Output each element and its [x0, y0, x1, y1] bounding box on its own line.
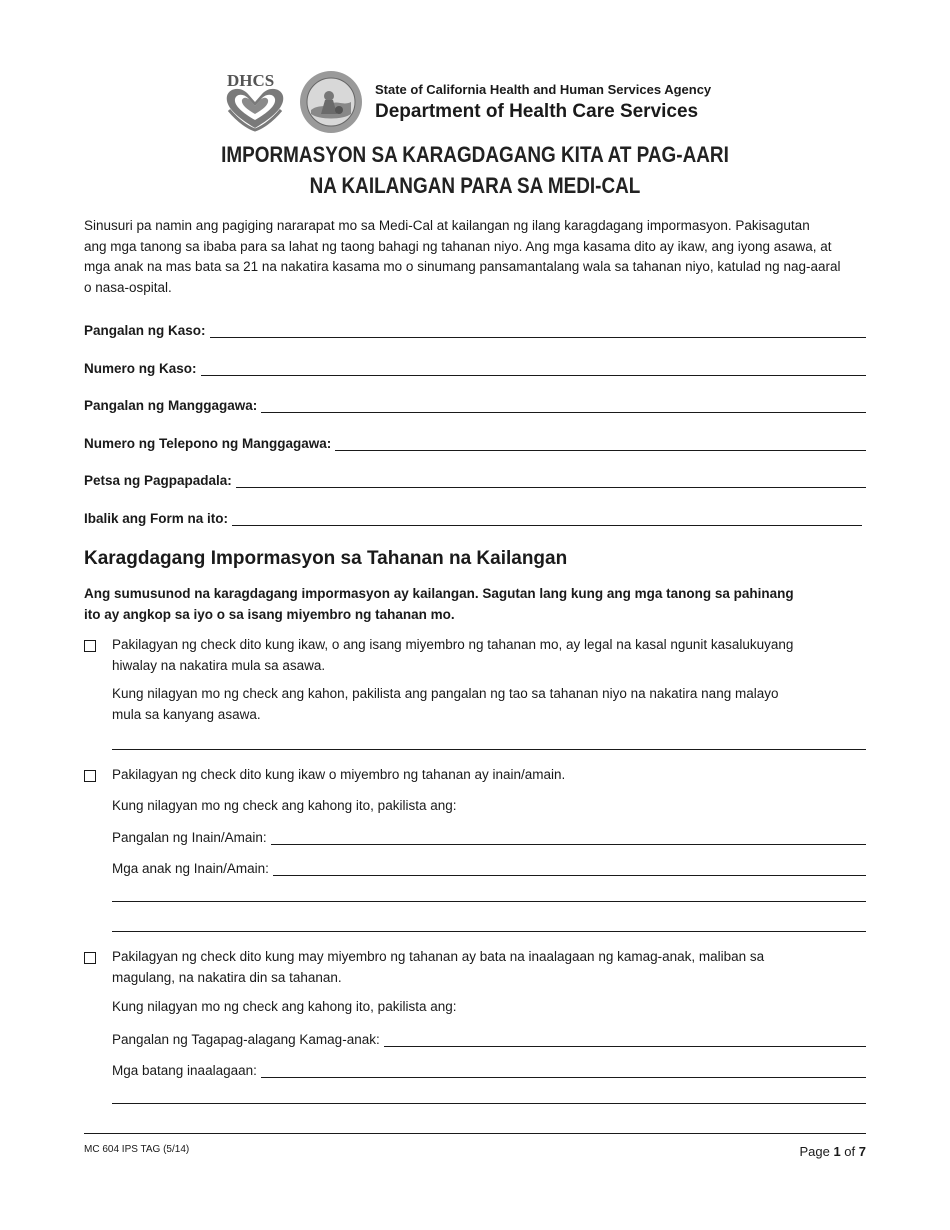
form-title-line-1: IMPORMASYON SA KARAGDAGANG KITA AT PAG-AARI: [221, 142, 729, 167]
intro-line: mga anak na mas bata sa 21 na nakatira kasama mo o sinumang pansamantalang wala sa tahanan niyo, katulad ng nag-aaral: [84, 259, 841, 274]
q2-text: Pakilagyan ng check dito kung ikaw o miyembro ng tahanan ay inain/amain.: [112, 767, 566, 782]
q3-followup: Kung nilagyan mo ng check ang kahong ito, pakilista ang:: [112, 999, 457, 1014]
caretaker-name-label: Pangalan ng Tagapag-alagang Kamag-anak:: [112, 1032, 380, 1047]
stepparent-children-field: [112, 856, 866, 876]
intro-paragraph: [84, 216, 874, 298]
worker-name-field: [84, 393, 866, 413]
worker-phone-field: [84, 431, 866, 451]
q1-answer-line[interactable]: [112, 749, 866, 750]
mailing-date-label: Petsa ng Pagpapadala:: [84, 473, 232, 488]
state-seal-icon: [299, 70, 363, 134]
form-number: MC 604 IPS TAG (5/14): [84, 1144, 190, 1155]
section-instructions: [84, 584, 874, 625]
q3-text-line: magulang, na nakatira din sa tahanan.: [112, 969, 342, 985]
children-cared-for-input[interactable]: [261, 1062, 866, 1078]
case-name-label: Pangalan ng Kaso:: [84, 323, 206, 338]
separated-spouse-checkbox[interactable]: [84, 640, 96, 652]
stepparent-name-input[interactable]: [271, 829, 866, 845]
stepparent-checkbox[interactable]: [84, 770, 96, 782]
section-heading: Karagdagang Impormasyon sa Tahanan na Kailangan: [84, 548, 568, 569]
q1-followup-line: Kung nilagyan mo ng check ang kahon, pakilista ang pangalan ng tao sa tahanan niyo na nakatira nang malayo: [112, 686, 779, 701]
intro-line: ang mga tanong sa ibaba para sa lahat ng taong bahagi ng tahanan niyo. Ang mga kasama dito ay ikaw, ang iyong asawa, at: [84, 238, 832, 254]
relative-caretaker-checkbox[interactable]: [84, 952, 96, 964]
mailing-date-input[interactable]: [236, 472, 866, 488]
agency-name: State of California Health and Human Services Agency: [375, 82, 712, 97]
q2-followup: Kung nilagyan mo ng check ang kahong ito, pakilista ang:: [112, 798, 457, 813]
q1-text-line: hiwalay na nakatira mula sa asawa.: [112, 657, 326, 673]
q2-answer-line[interactable]: [112, 901, 866, 902]
case-name-field: [84, 318, 866, 338]
q3-text: [112, 947, 862, 988]
form-title-line-2: NA KAILANGAN PARA SA MEDI-CAL: [309, 173, 641, 198]
q1-text-line: Pakilagyan ng check dito kung ikaw, o ang isang miyembro ng tahanan mo, ay legal na kasal ngunit kasalukuyang: [112, 637, 794, 652]
q1-followup: [112, 684, 862, 725]
stepparent-name-label: Pangalan ng Inain/Amain:: [112, 830, 267, 845]
caretaker-name-input[interactable]: [384, 1031, 866, 1047]
case-number-field: [84, 356, 866, 376]
stepparent-children-label: Mga anak ng Inain/Amain:: [112, 861, 269, 876]
q3-text-line: Pakilagyan ng check dito kung may miyembro ng tahanan ay bata na inaalagaan ng kamag-anak, maliban sa: [112, 949, 765, 964]
q1-text: [112, 635, 862, 676]
return-form-label: Ibalik ang Form na ito:: [84, 511, 229, 526]
intro-line: Sinusuri pa namin ang pagiging nararapat mo sa Medi-Cal at kailangan ng ilang karagdagang impormasyon. Pakisagutan: [84, 218, 810, 233]
worker-phone-input[interactable]: [335, 435, 866, 451]
page-of: of: [844, 1144, 856, 1159]
case-name-input[interactable]: [210, 322, 866, 338]
instructions-line: ito ay angkop sa iyo o sa isang miyembro ng tahanan mo.: [84, 606, 455, 622]
return-form-input[interactable]: [232, 510, 862, 526]
dhcs-logo: [221, 70, 289, 136]
case-number-input[interactable]: [201, 360, 866, 376]
department-name: Department of Health Care Services: [375, 101, 699, 122]
stepparent-children-input[interactable]: [273, 860, 866, 876]
children-cared-for-field: [112, 1058, 866, 1078]
return-form-field: [84, 506, 862, 526]
page-number: [780, 1144, 866, 1159]
mailing-date-field: [84, 468, 866, 488]
intro-line: o nasa-ospital.: [84, 279, 172, 295]
children-cared-for-label: Mga batang inaalagaan:: [112, 1063, 257, 1078]
q3-answer-line[interactable]: [112, 1103, 866, 1104]
case-number-label: Numero ng Kaso:: [84, 361, 197, 376]
instructions-line: Ang sumusunod na karagdagang impormasyon ay kailangan. Sagutan lang kung ang mga tanong sa pahinang: [84, 586, 794, 601]
dhcs-logo-text: DHCS: [227, 71, 275, 90]
worker-name-label: Pangalan ng Manggagawa:: [84, 398, 258, 413]
page-prefix: Page: [799, 1144, 830, 1159]
worker-phone-label: Numero ng Telepono ng Manggagawa:: [84, 436, 332, 451]
page-total: 7: [858, 1144, 866, 1159]
footer-rule: [84, 1133, 866, 1134]
q1-followup-line: mula sa kanyang asawa.: [112, 706, 261, 722]
caretaker-name-field: [112, 1027, 866, 1047]
q2-answer-line[interactable]: [112, 931, 866, 932]
worker-name-input[interactable]: [261, 397, 866, 413]
stepparent-name-field: [112, 825, 866, 845]
page-current: 1: [833, 1144, 841, 1159]
